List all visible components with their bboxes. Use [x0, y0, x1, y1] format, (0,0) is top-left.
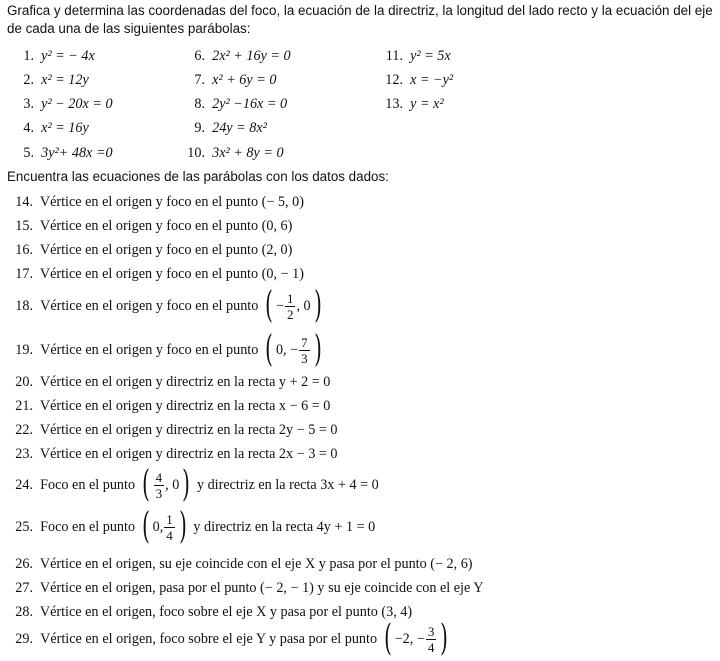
problem-item: 14. Vértice en el origen y foco en el punto (− 5, 0): [15, 194, 304, 210]
problem-item: 21. Vértice en el origen y directriz en la recta x − 6 = 0: [15, 398, 331, 414]
parabola-item: 3. y² − 20x = 0: [23, 96, 113, 112]
parabola-item: 4. x² = 16y: [23, 120, 89, 136]
parabola-item: 11. y² = 5x: [385, 48, 451, 64]
problem-item: 17. Vértice en el origen y foco en el punto (0, − 1): [15, 266, 304, 282]
problem-item: 16. Vértice en el origen y foco en el punto (2, 0): [15, 242, 293, 258]
problem-item: 29. Vértice en el origen, foco sobre el eje Y y pasa por el punto ( −2, − $\frac{3}{4}$ ): [7, 618, 451, 660]
section-title: Encuentra las ecuaciones de las parábolas con los datos dados:: [7, 169, 389, 184]
intro-line-1: Grafica y determina las coordenadas del foco, la ecuación de la directriz, la longitud del lado recto y la ecuación del eje: [7, 3, 713, 18]
problem-item: 15. Vértice en el origen y foco en el punto (0, 6): [15, 218, 293, 234]
problem-item: 19. Vértice en el origen y foco en el punto ( 0, − $\frac{7}{3}$ ): [7, 330, 325, 370]
fraction-point: ( − $\frac{1}{2}$ , 0 ): [265, 285, 322, 326]
problem-item: 27. Vértice en el origen, pasa por el punto (− 2, − 1) y su eje coincide con el eje Y: [15, 580, 484, 596]
parabola-item: 1. y² = − 4x: [23, 48, 95, 64]
problem-item: 20. Vértice en el origen y directriz en la recta y + 2 = 0: [15, 374, 331, 390]
parabola-item: 5. 3y²+ 48x =0: [23, 145, 113, 161]
fraction-point: ( 0, $\frac{1}{4}$ ): [141, 506, 187, 547]
problem-item: 23. Vértice en el origen y directriz en la recta 2x − 3 = 0: [15, 446, 338, 462]
fraction-point: ( $\frac{4}{3}$ , 0 ): [141, 464, 191, 505]
problem-item: 18. Vértice en el origen y foco en el punto ( − $\frac{1}{2}$ , 0 ): [7, 286, 325, 326]
parabola-item: 12. x = −y²: [385, 72, 454, 88]
parabola-item: 7. x² + 6y = 0: [194, 72, 277, 88]
parabola-item: 13. y = x²: [385, 96, 444, 112]
parabola-item: 10. 3x² + 8y = 0: [187, 145, 284, 161]
parabola-item: 8. 2y² −16x = 0: [194, 96, 288, 112]
problem-item: 26. Vértice en el origen, su eje coincide con el eje X y pasa por el punto (− 2, 6): [15, 556, 473, 572]
fraction-point: ( 0, − $\frac{7}{3}$ ): [265, 329, 322, 370]
parabola-item: 9. 24y = 8x²: [194, 120, 267, 136]
problem-item: 22. Vértice en el origen y directriz en la recta 2y − 5 = 0: [15, 422, 338, 438]
parabola-item: 2. x² = 12y: [23, 72, 89, 88]
problem-item: 24. Foco en el punto ( $\frac{4}{3}$ , 0 ) y directriz en la recta 3x + 4 = 0: [15, 464, 379, 505]
intro-line-2: de cada una de las siguientes parábolas:: [7, 21, 251, 36]
problem-item: 28. Vértice en el origen, foco sobre el eje X y pasa por el punto (3, 4): [15, 604, 413, 620]
problem-item: 25. Foco en el punto ( 0, $\frac{1}{4}$ ) y directriz en la recta 4y + 1 = 0: [15, 506, 376, 547]
fraction-point: ( −2, − $\frac{3}{4}$ ): [383, 618, 449, 659]
parabola-item: 6. 2x² + 16y = 0: [194, 48, 291, 64]
